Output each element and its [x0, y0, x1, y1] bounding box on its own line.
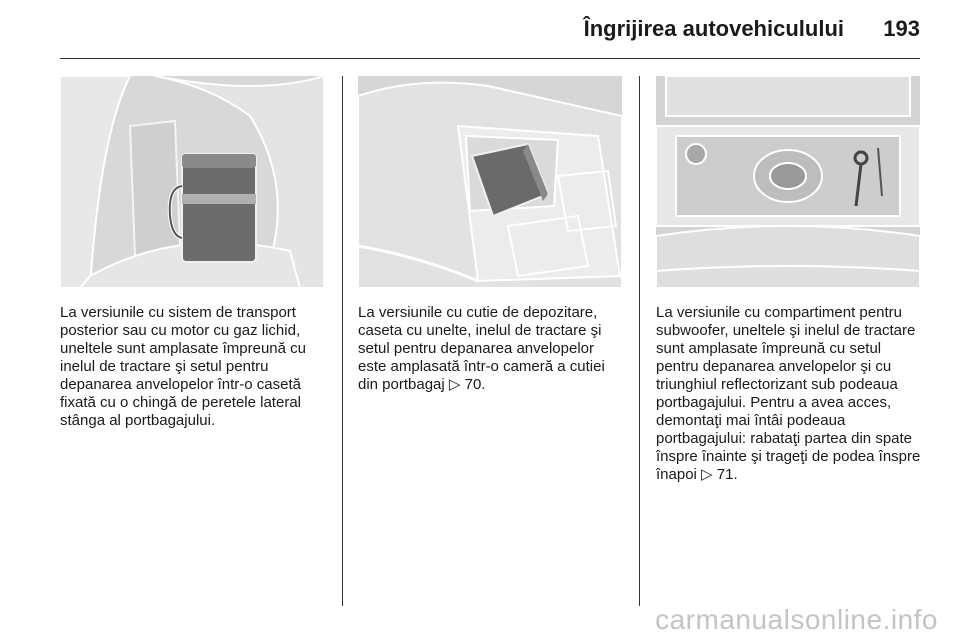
watermark: carmanualsonline.info: [655, 604, 938, 635]
page-reference-arrow-icon: ▷: [701, 466, 713, 483]
column-3-text: [656, 304, 924, 484]
page-reference-number: 70.: [464, 376, 486, 393]
column-2-text: [358, 304, 626, 394]
trunk-floor-subwoofer-compartment-illustration: [656, 76, 920, 288]
column-divider-2: [639, 76, 640, 606]
figure-trunk-side-case: [60, 76, 324, 288]
column-1-text: [60, 304, 328, 430]
page-header: [60, 14, 920, 48]
header-rule: [60, 58, 920, 59]
paragraph-2-body: La versiunile cu cutie de depozitare, caseta cu unelte, inelul de tractare şi setul pentru depanarea anvelopelor este amplasată într-o cameră a cutiei din portbagaj: [358, 304, 605, 393]
column-divider-1: [342, 76, 343, 606]
page-number: 193: [883, 16, 920, 41]
paragraph-2: [358, 304, 626, 394]
figure-trunk-subwoofer: [656, 76, 920, 288]
page-reference-arrow-icon: ▷: [448, 376, 461, 393]
section-title: Îngrijirea autovehiculului: [583, 16, 844, 41]
paragraph-1: La versiunile cu sistem de transport posterior sau cu motor cu gaz lichid, uneltele sunt amplasate împreună cu inelul de tractare şi setul pentru depanarea anvelopelor într-o casetă fixată cu o chingă de peretele lateral stânga al portbagajului.: [60, 304, 306, 429]
paragraph-3-body: La versiunile cu compartiment pentru subwoofer, uneltele şi inelul de tractare sunt amplasate împreună cu setul pentru depanarea anvelopelor şi cu triunghiul reflectorizant sub podeaua portbagajului. Pentru a avea acces, demontaţi mai întâi podeaua portbagajului: rabataţi partea din spate înspre înainte şi trageţi de podea înspre înapoi: [656, 304, 921, 483]
trunk-side-tool-case-illustration: [60, 76, 324, 288]
trunk-storage-box-illustration: [358, 76, 622, 288]
page-reference-number: 71.: [716, 466, 738, 483]
paragraph-3: [656, 304, 924, 484]
figure-trunk-storage-box: [358, 76, 622, 288]
